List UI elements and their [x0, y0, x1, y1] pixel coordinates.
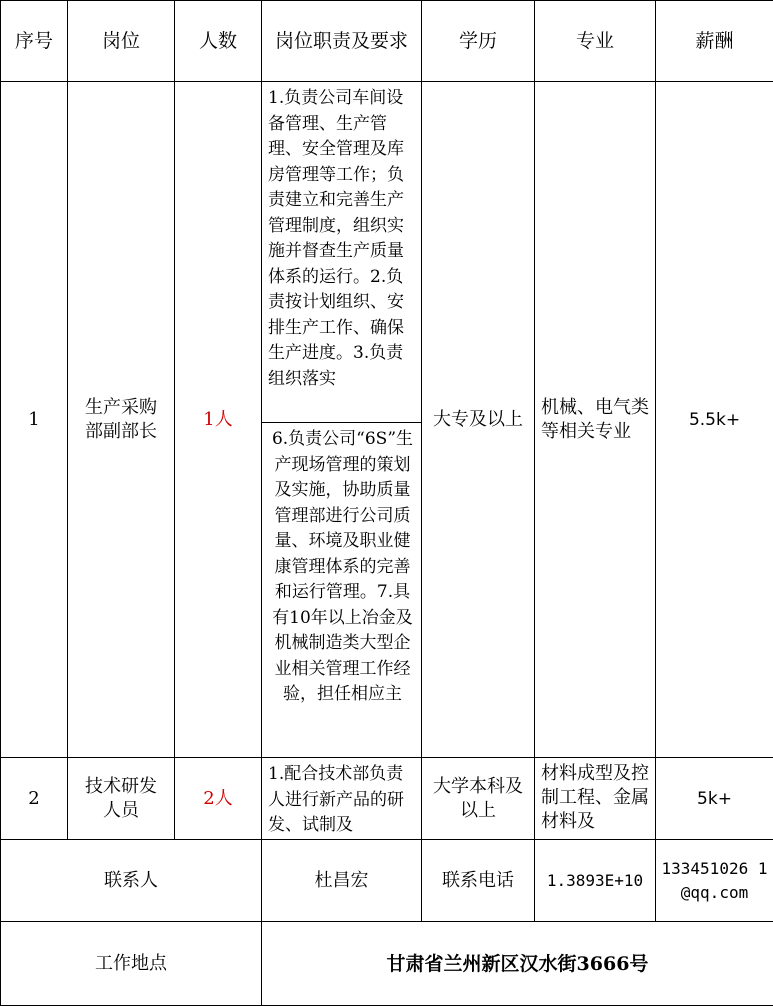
header-education: 学历: [422, 1, 535, 82]
row1-major-text: 机械、电气类等相关专业: [541, 397, 649, 442]
row1-seq: 1: [1, 82, 68, 758]
header-salary: 薪酬: [656, 1, 773, 82]
header-duties: 岗位职责及要求: [262, 1, 422, 82]
header-row: [1, 1, 773, 82]
location-address: 甘肃省兰州新区汉水街3666号: [262, 922, 773, 1006]
row2-duties: [262, 758, 422, 840]
email-value: 133451026 1@qq.com: [656, 840, 773, 922]
row2-seq: 2: [1, 758, 68, 840]
row1-duties-part2-text: 6.负责公司“6S”生产现场管理的策划及实施，协助质量管理部进行公司质量、环境及职业健康管理体系的完善和运行管理。7.具有10年以上冶金及机械制造类大型企业相关管理工作经验，担任相应主: [268, 427, 417, 757]
phone-label: 联系电话: [422, 840, 535, 922]
contact-name: 杜昌宏: [262, 840, 422, 922]
row2-major-text: 材料成型及控制工程、金属材料及: [541, 760, 649, 838]
row2-salary: 5k+: [656, 758, 773, 840]
row1-duties-part2: [262, 423, 422, 758]
row1-count: 1人: [175, 82, 262, 758]
row1-position-text: 生产采购部副部长: [85, 397, 157, 442]
row2-major: [535, 758, 656, 840]
header-seq: 序号: [1, 1, 68, 82]
row1-duties-part1: [262, 82, 422, 423]
row1-education: 大专及以上: [422, 82, 535, 758]
row2-position-text: 技术研发人员: [85, 776, 157, 821]
row2-education-text: 大学本科及以上: [433, 776, 523, 821]
row1-salary: 5.5k+: [656, 82, 773, 758]
row2-education: [422, 758, 535, 840]
table-row: [1, 758, 773, 840]
row2-duties-text: 1.配合技术部负责人进行新产品的研发、试制及: [268, 762, 417, 838]
row2-position: [68, 758, 175, 840]
contact-row: [1, 840, 773, 922]
row1-position: [68, 82, 175, 758]
row1-duties-part1-text: 1.负责公司车间设备管理、生产管理、安全管理及库房管理等工作；负责建立和完善生产管理制度，组织实施并督查生产质量体系的运行。2.负责按计划组织、安排生产工作、确保生产进度。3.负责组织落实: [268, 86, 417, 422]
header-position: 岗位: [68, 1, 175, 82]
row2-count: 2人: [175, 758, 262, 840]
phone-value: 1.3893E+10: [535, 840, 656, 922]
location-label: 工作地点: [1, 922, 262, 1006]
header-major: 专业: [535, 1, 656, 82]
row1-major: [535, 82, 656, 758]
table-row: [1, 82, 773, 423]
contact-label: 联系人: [1, 840, 262, 922]
location-row: [1, 922, 773, 1006]
header-count: 人数: [175, 1, 262, 82]
